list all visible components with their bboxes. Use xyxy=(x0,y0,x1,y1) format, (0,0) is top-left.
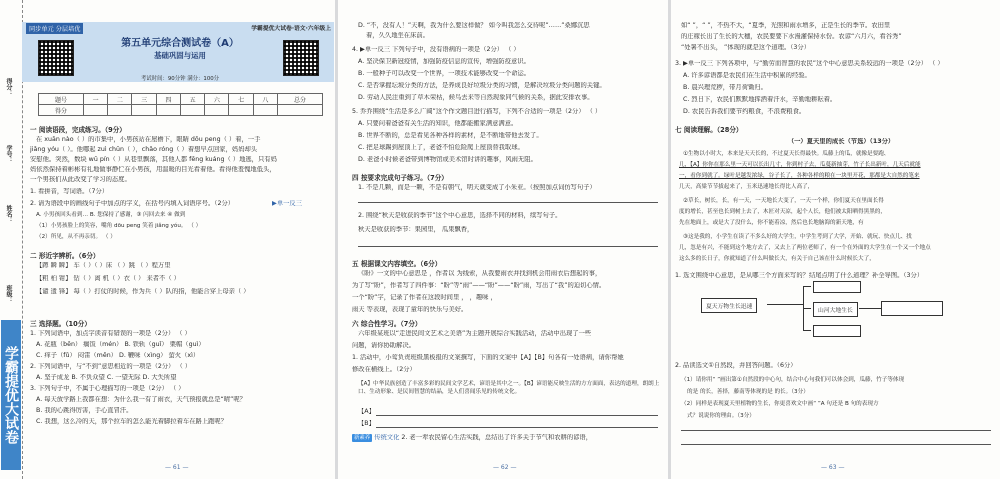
question-line: 式？说说你的理由。（3分） xyxy=(687,413,755,419)
text-line: 着，久久地坐在床前。 xyxy=(366,32,429,39)
score-label: 得分： xyxy=(5,78,12,96)
score-input-cell[interactable] xyxy=(156,105,180,116)
text-line: 六年级某班以“走进民间文艺术之美语”为主题开展综合实践活动，活动中出现了一些 xyxy=(358,330,592,337)
option-line: A. 只要问着爸爸有关生活的知识，他都能搬家满意满意。 xyxy=(358,120,518,127)
question-line: 5. 乔乔围绕“生活是多么广阔”这个作文题目进行描写，下列不合适的一项是（2分） （ ） xyxy=(352,108,602,115)
option-line: D. 农民告诉我们要节约粮食，不浪费粮食。 xyxy=(683,108,806,115)
option-line: C. 痒子（fǔ） 闷雷（mēn） D. 鞭味（xìng） 萤火（xì） xyxy=(36,352,200,359)
section-7-heading: 七 阅读理解。（28分） xyxy=(675,126,743,134)
question-line: 1. 选文围绕中心意思，是从哪三个方面来写的？结尾点明了什么道理？补全导图。（3分） xyxy=(675,272,924,279)
question-line: 1. 看拼音，写词语。（7分） xyxy=(30,188,109,195)
answer-b-label: 【B】 xyxy=(358,420,375,427)
score-cell: 二 xyxy=(108,94,132,105)
qr-code-left xyxy=(38,40,74,76)
option-line: B. 一般种子可以改变一个世界，一项技术能够改变一个命运。 xyxy=(358,70,531,77)
option-line: C. 我想，这么冷的天，那个拉车的怎么能光着脚拉着车在路上跑呢？ xyxy=(36,418,228,425)
text-line: 一个男孩们从此改变了学习的态度。 xyxy=(30,176,131,183)
option-line: （1）小男孩脸上的笑容，嘴角 dōu peng 笑着 jiǎng yóu。 （ ） xyxy=(36,223,202,229)
option-line: B. 世界不断的，总是看见各种各样的素材，是不断地带他去发了。 xyxy=(358,132,543,139)
practice-tag: ▶单一反三 xyxy=(272,200,303,207)
score-cell: 总分 xyxy=(277,94,322,105)
text-line: 【谴 遗 锋】 每（ ）打仗的时候，作为兵（ ）队的指，他能合穿上母亲（ ） xyxy=(36,288,250,295)
section-2-heading: 二 形近字辨析。（6分） xyxy=(30,252,100,260)
mindmap-blank-box[interactable] xyxy=(813,281,861,293)
reading-line: 这么多的长日子，你就知道了什么叫做长大，有关于自己该在什么时候长大了， xyxy=(679,256,875,262)
reading-line: 几，【A】你你在那么里一天可以长出几寸，你到村子去，瓜蔓新抽芽，竹子长出新叶，几天后就能 xyxy=(679,162,921,168)
student-id-label: 学号： xyxy=(5,145,12,163)
section-4-heading: 四 按要求完成句子练习。（7分） xyxy=(352,174,448,182)
question-line: 3. 下列句子中，不属于心理描写的一项是（2分） （ ） xyxy=(30,385,185,392)
reading-title: （一）夏天里的成长（节选）（13分） xyxy=(787,138,895,145)
brand-label: 同步单元 分层培优 xyxy=(26,23,83,34)
reading-line: 几，忽是有兴，不能到这个地方去了，又去上了两位老师了，有一个在外面的大学生在一个又一个地点 xyxy=(679,245,931,251)
text-line: 为了写“盼”，作者写了四件事：“盼”等“雨”——“盼”——“盼”雨，写出了“我”的迫切心情。 xyxy=(352,282,606,289)
mindmap-blank-box[interactable] xyxy=(813,325,861,337)
score-input-cell[interactable] xyxy=(108,105,132,116)
mindmap-branch xyxy=(803,308,811,309)
page-63 xyxy=(671,0,1000,479)
text-line: 【蹲 瞬 瞬】 车（ ）（ ）床 （ ）跳 （ ）程万里 xyxy=(36,262,171,269)
question-text: 2. 老一辈农民留心生活实践，总结出了许多关于节气和农耕的谚语， xyxy=(401,434,593,441)
option-line: C. 把足球踢到屋顶上了，老爸不怕危险爬上屋顶替我取球。 xyxy=(358,144,524,151)
score-input-cell[interactable] xyxy=(205,105,229,116)
name-label: 姓名： xyxy=(5,205,12,223)
text-line: 《盼》一文的中心意思是 ，作者以 为线索，从我要雨衣并找到机会用雨衣后想起的事， xyxy=(358,270,602,277)
question-line: 1. 下列词语中，加点字读音有错误的一项是（2分） （ ） xyxy=(30,330,191,337)
question-line: 修改在横线上。（2分） xyxy=(352,366,416,373)
option-line: D. 老爸小时候老爸带到博物馆或美术馆时讲的趣事，风雨无阻。 xyxy=(358,156,537,163)
mindmap-conclusion-box[interactable] xyxy=(881,301,943,316)
answer-b-line[interactable] xyxy=(376,427,658,428)
question-line xyxy=(352,434,663,442)
exam-meta: 考试时间：90分钟 满分：100分 xyxy=(140,76,220,82)
page-61 xyxy=(0,0,335,479)
answer-line[interactable] xyxy=(681,430,991,431)
side-banner: 学霸提优大试卷 xyxy=(1,320,21,470)
text-line: D. “不，没有人！”天啊，我为什么要这样做？ 如今叫我怎么交待呢”……”桑娜沉思 xyxy=(358,22,590,29)
reading-line: ②草长，树长，长，有一天，一天地长大变了，一天一个样，你们夏天在里面长得 xyxy=(683,198,884,204)
answer-a-label: 【A】 xyxy=(358,408,375,415)
answer-line[interactable] xyxy=(358,202,658,203)
quote-block: 【A】中华民族创造了丰富多彩的民间文学艺术，谚语是其中之一。【B】谚语能反映生活的方方面面，表达的道理，朗朗上口、生动形象、是民间智慧的结晶，是人们喜闻乐见的传统文化。 xyxy=(358,381,660,395)
section-6-heading: 六 综合性学习。（7分） xyxy=(352,320,422,328)
reading-line: 几天，高粱节节拔起来了，玉米迅速地长得比人高了， xyxy=(679,184,814,190)
question-line: 的是 的长，善择，藤南等体现的是 的长。（3分） xyxy=(687,389,809,395)
score-cell: 八 xyxy=(253,94,277,105)
question-line: 2. 围绕“秋天是收获的季节”这个中心意思，选择不同的材料，续写句子。 xyxy=(358,212,562,219)
page-number: — 62 — xyxy=(493,464,517,471)
text-line: 在 xuān nào（ ）的市集中，小男孩站在屋檐下，眼睛 dōu peng（ ）着，一手 xyxy=(36,136,261,143)
qr-code-right xyxy=(283,40,319,76)
answer-line[interactable] xyxy=(358,246,658,247)
text-line: 秋天是收获的季节：果园里， 瓜果飘香， xyxy=(358,226,474,233)
page-62 xyxy=(338,0,668,479)
section-5-heading: 五 根据课文内容填空。（6分） xyxy=(352,260,442,268)
score-cell: 六 xyxy=(205,94,229,105)
mindmap-branch-box: 山河大地生长 xyxy=(813,302,858,317)
text-line: “处暑不出头， ”体现的就是这个道理。（3分） xyxy=(681,44,811,51)
score-input-cell[interactable] xyxy=(253,105,277,116)
text-line: 妈依然保持着彬彬有礼地做事静伫在小男孩，用温暖的目光看着他。看得他羞愧地低头， xyxy=(30,166,276,173)
option-line: A. 花瓶（bēn） 瘸饭（mén） B. 铁轨（guǐ） 栗帽（guì） xyxy=(36,341,205,348)
text-line: jiǎng yóu（ ）。他哪起 zuì chūn（ ），chǎo róng（ ）着想早点回家，妈妈却头 xyxy=(30,146,258,153)
question-line: 4. ▶单一反三 下列句子中，没有语病的一项是（2分） （ ） xyxy=(352,46,520,53)
page-number: — 63 — xyxy=(821,464,845,471)
question-line: 2. 请为语段中的画线句子中加点的字义，在括号内填入词语序号。（2分） xyxy=(30,200,235,207)
question-line: 1. 活动中，小莺负责班级黑板报的文案撰写，下面的文案中【A】【B】句各有一处语病，请你帮她 xyxy=(352,354,624,361)
score-cell: 五 xyxy=(180,94,204,105)
text-line: 的庄稼长出了生长的大穗，农民要要下水漫灌保持水份。农谚“六月六，看谷秀” xyxy=(681,33,902,40)
option-line: C. 是否掌握坛坡分类的方法，是养成良好垃圾分类的习惯，是解决垃圾分类问题的关键。 xyxy=(358,82,606,89)
mindmap-branch xyxy=(803,330,811,331)
culture-tag: 传统文化 xyxy=(374,434,400,441)
score-cell: 得分 xyxy=(39,105,84,116)
score-cell: 四 xyxy=(156,94,180,105)
class-label: 班级： xyxy=(5,285,12,303)
question-line: 2. 下列词语中，与“不到”意思相近的一项是（2分） （ ） xyxy=(30,363,192,370)
answer-a-line[interactable] xyxy=(376,415,658,416)
score-cell: 三 xyxy=(132,94,156,105)
page-number: — 61 — xyxy=(165,464,189,471)
mindmap-connector xyxy=(767,304,803,305)
mindmap-branch xyxy=(803,286,811,287)
text-line: 一个“盼”字，记录了作者在这段时间里 ， ，趣味 ， xyxy=(352,294,497,301)
reading-line: 一，看你到就了。绿叶是越发浓绿，谷子长了，各种各样的粮在一块里开花，那都是大自然的笔来 xyxy=(679,173,920,179)
option-line: （2）所见，从不再亲切。 （ ） xyxy=(36,234,116,240)
score-input-cell[interactable] xyxy=(277,105,322,116)
option-line: B. 晨兴理荒秽，带月荷锄归。 xyxy=(683,84,767,91)
binding-margin xyxy=(0,0,23,479)
page-title: 第五单元综合测试卷（A） xyxy=(121,38,239,49)
score-input-cell[interactable] xyxy=(229,105,253,116)
score-input-cell[interactable] xyxy=(132,105,156,116)
text-line: 雨天 等表现，表现了童年的快乐与美好。 xyxy=(352,306,468,313)
text-line: 问题，请你协助解决。 xyxy=(352,342,415,349)
score-table-header-row xyxy=(39,94,323,105)
mindmap-connector xyxy=(859,308,881,309)
option-line: C. 烈日下，农民们默默地挥洒着汗水，辛勤地耕耘着。 xyxy=(683,96,837,103)
question-line: （1）请你用“ ”画出第①自然段的中心句，结合中心句我们可以体会到，瓜藤，竹子等体现 xyxy=(681,377,905,383)
question-line: 3. ▶单一反三 下列各项中，与“勤劳而智慧的农民”这个中心意思关系较远的一项是（2分） （ ） xyxy=(675,60,944,67)
option-line: A. 坚决保卫新冠疫情，加强防疫信息的宣传，增强防疫意识。 xyxy=(358,58,530,65)
option-line: A. 坚子成龙 B. 不负众望 C. 一望无际 D. 大失所望 xyxy=(36,374,177,381)
section-3-heading: 三 选择题。（10分） xyxy=(30,320,91,328)
mindmap-root-box: 夏天万物生长迅速 xyxy=(701,298,757,313)
question-line: 1. 不是几颗，而是一颗，不是有朝气，明天就变成了小朱亚。（按照加点词仿写句子） xyxy=(358,184,596,191)
new-literacy-tag: 新素养 xyxy=(354,435,371,441)
section-1-heading: 一 阅读语段，完成练习。（9分） xyxy=(30,126,126,134)
text-line: 安慰他。突然，数块 wū pín（ ）从巷里飘落，其他人都 fēng kuáng（ ）地逃，只有妈 xyxy=(30,156,277,163)
reading-line: ①生物以小时大，本来是天天长的，不过夏天长得最快。瓜藤上的瓜，就像是要跑、 xyxy=(683,151,890,157)
score-cell: 题号 xyxy=(39,94,84,105)
question-line: （2）同样是表现夏天里植物的生长，你更喜欢文中画“ ”A 句还是 B 句的表现方 xyxy=(681,401,879,407)
option-line: A. 每天放学路上我都在想：为什么我一有了雨衣，天气预报就总是“晴”呢？ xyxy=(36,396,246,403)
reading-line: 度的增长，甚至也长到树上去了，木匠对天凉，起个人长，他们被太阳晒得黑黑的， xyxy=(679,209,886,215)
reading-line: 先在地面上，或是大了没什么，你不能着凉，然后也长地脑海的新天地，有 xyxy=(679,220,864,226)
option-line: D. 劳动人民注重到了草木荣枯，候鸟去来等自然现象同气候的关系，据此安排农事。 xyxy=(358,94,594,101)
text-line: 如“ ”，“ ”，不热不大，“夏季，光照和雨水增多，正是生长的季节。农田里 xyxy=(681,22,891,29)
option-line: B. 我的心跳得厉害，手心直冒汗。 xyxy=(36,407,133,414)
option-line: A. 许多谚语都是农民们在生活中积累的经验。 xyxy=(683,72,811,79)
page-subtitle: 基础巩固与运用 xyxy=(154,51,206,60)
option-line: A. 小男孩回头看到… B. 您保持了感谢，③ 闪回去来 ④ 做到 xyxy=(36,212,186,218)
score-table xyxy=(38,93,323,116)
score-cell: 七 xyxy=(229,94,253,105)
reading-line: ③这是我的，小学生在读了不多么好的大学生，中学生考到了大学，开始、就玩、快点儿、找 xyxy=(683,234,912,240)
question-line: 2. 品读选文①自然段，并回答问题。（6分） xyxy=(675,362,797,369)
score-cell: 一 xyxy=(83,94,107,105)
answer-line[interactable] xyxy=(681,444,991,445)
score-table-row xyxy=(39,105,323,116)
text-line: 【粗 柏 钳】 钻（ ）离 机（ ）衣（ ） 来者不（ ） xyxy=(36,275,180,282)
series-title: 学霸提优大试卷·语文·六年级上 xyxy=(251,26,331,32)
score-input-cell[interactable] xyxy=(83,105,107,116)
score-input-cell[interactable] xyxy=(180,105,204,116)
